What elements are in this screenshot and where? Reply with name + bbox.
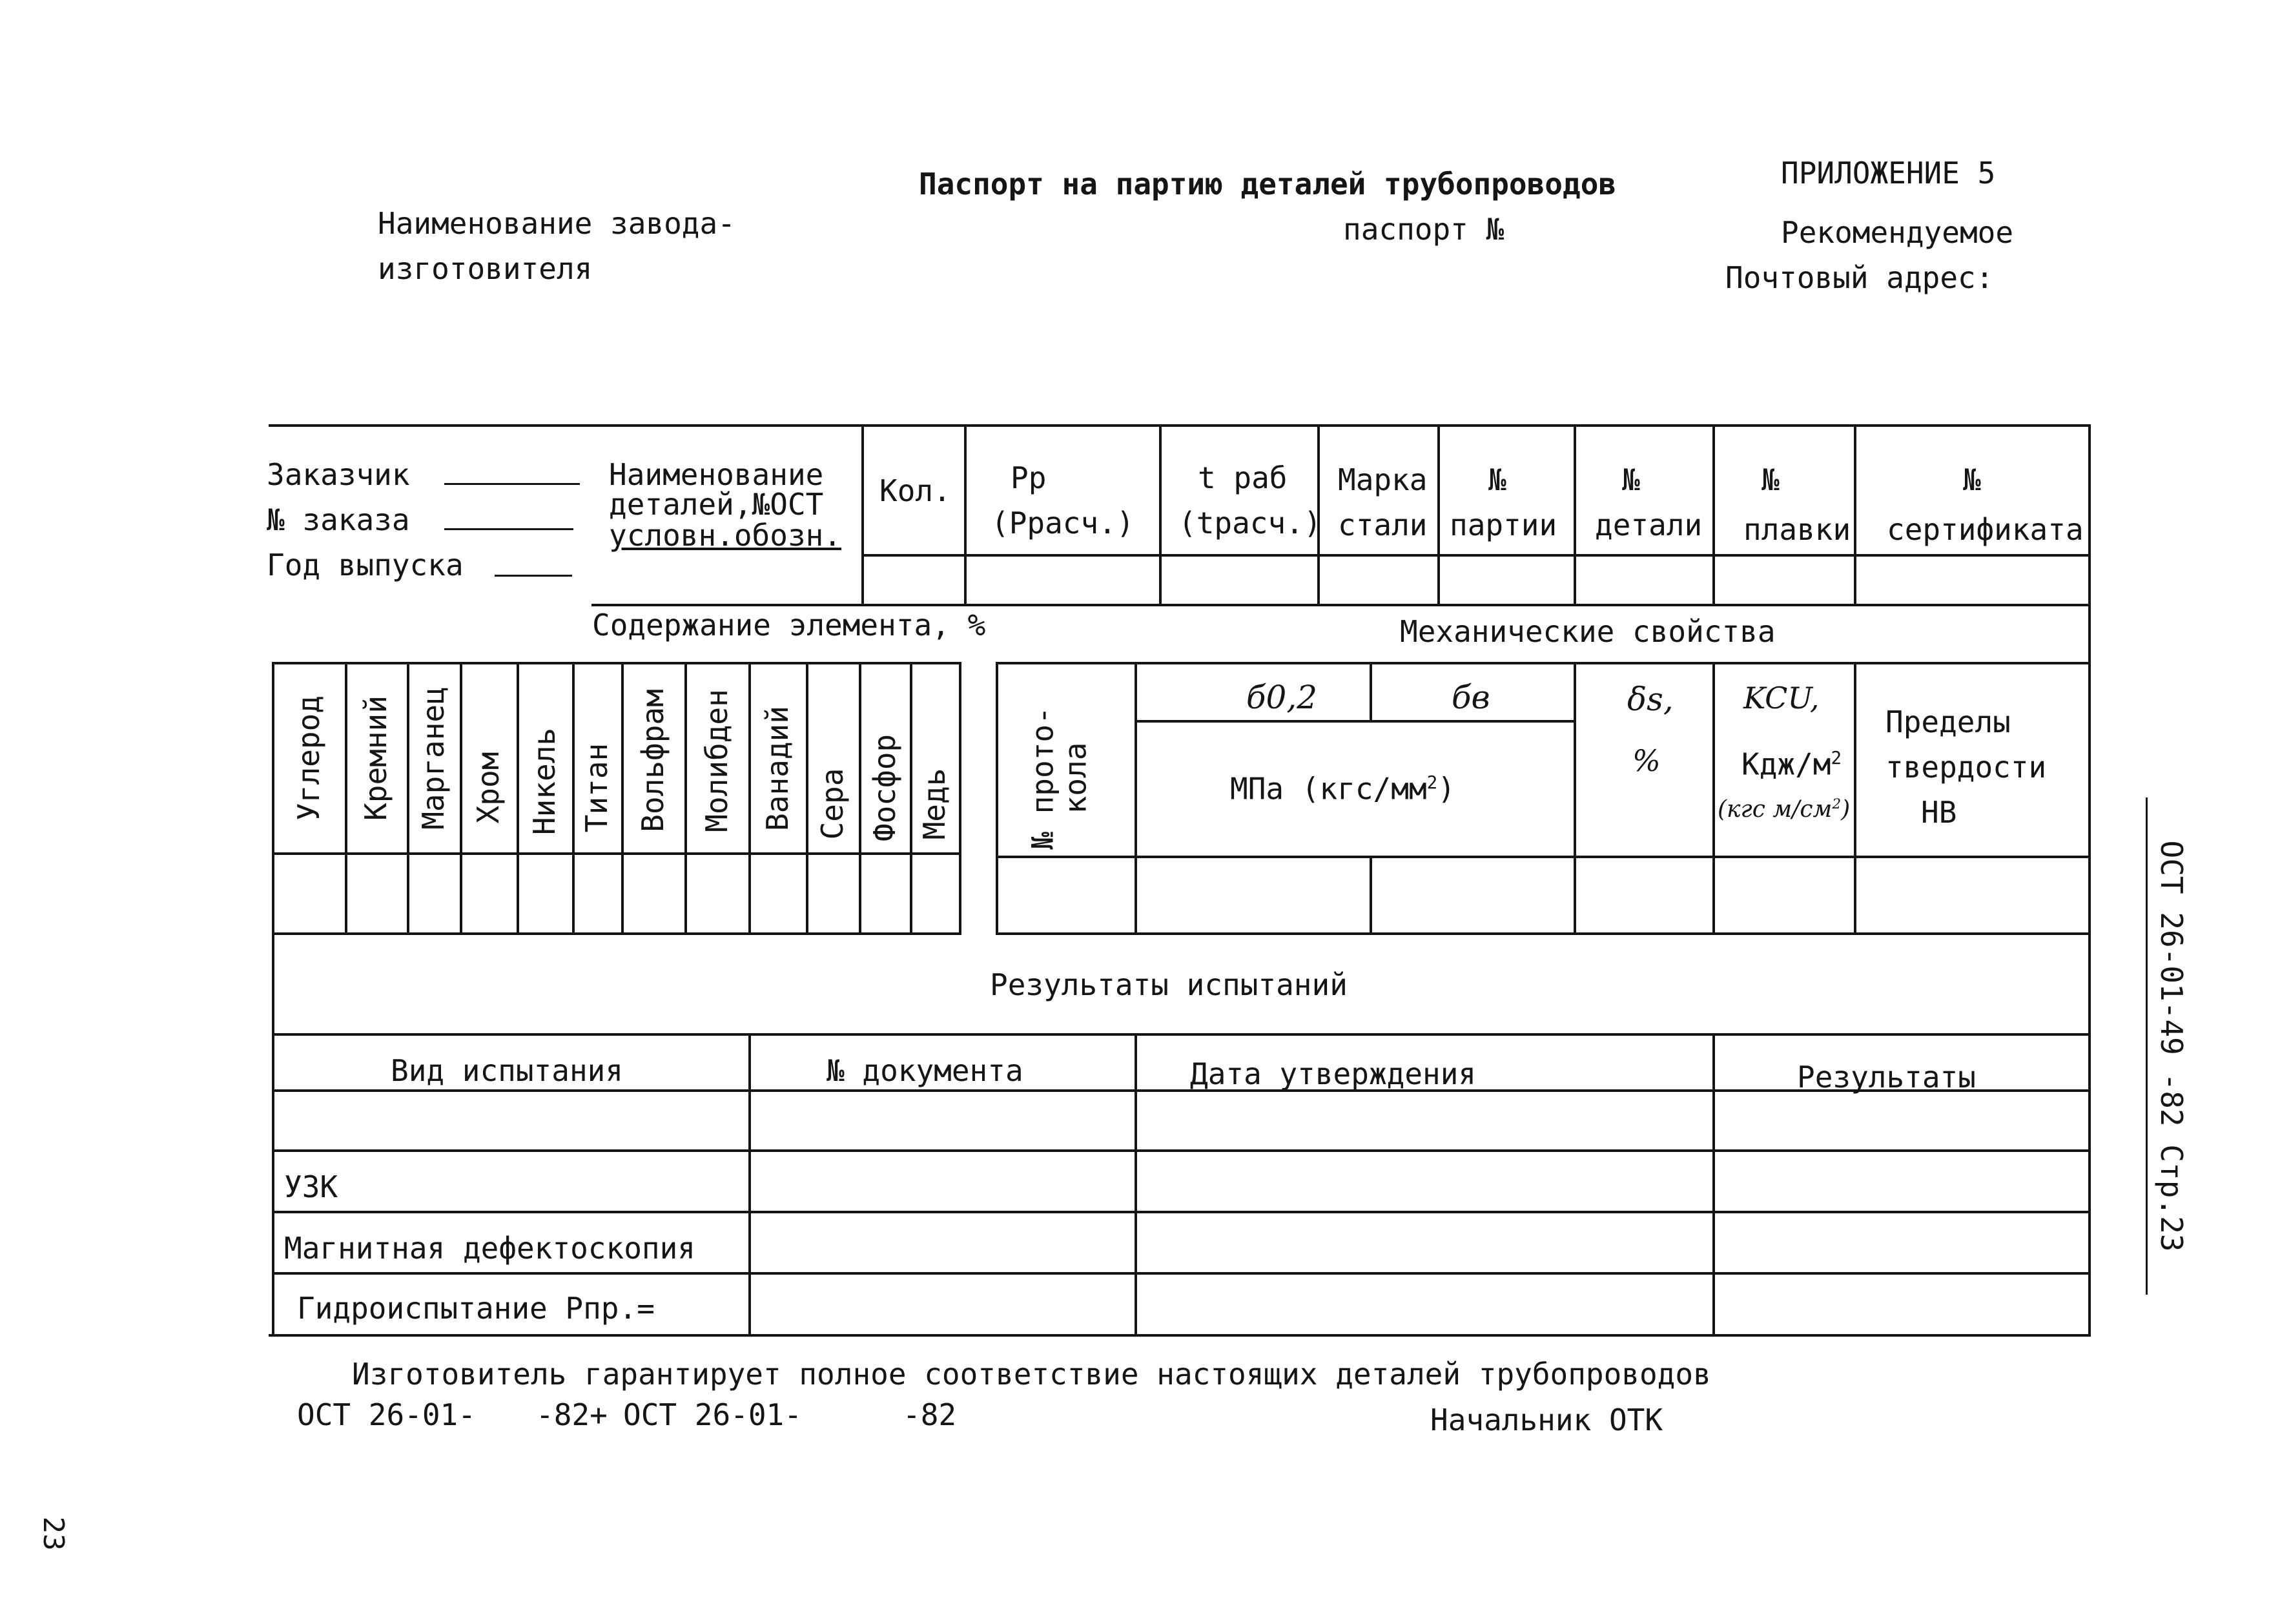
- ost-reference-1: ОСТ 26-01-: [297, 1397, 476, 1432]
- hardness-header-3: НВ: [1921, 795, 1957, 830]
- element-tungsten: Вольфрам: [635, 689, 670, 832]
- element-molybdenum: Молибден: [699, 689, 734, 832]
- side-stamp: ОСТ 26-01-49 -82 Стр.23: [2154, 840, 2189, 1252]
- parts-name-label-3: условн.обозн.: [609, 518, 842, 553]
- strength-units: МПа $(кгс/мм^2)$: [1230, 771, 1455, 807]
- factory-name-label-2: изготовителя: [378, 251, 593, 286]
- manufacturer-guarantee: Изготовитель гарантирует полное соответствие настоящих деталей трубопроводов: [352, 1357, 1711, 1392]
- melt-no-header: №: [1761, 462, 1780, 497]
- test-type-header: Вид испытания: [391, 1053, 624, 1088]
- yield-strength-header: б0,2: [1246, 679, 1318, 716]
- hardness-header-2: твердости: [1885, 750, 2047, 785]
- batch-header: партии: [1450, 508, 1557, 542]
- pressure-calc-header: (Ррасч.): [991, 506, 1135, 540]
- steel-grade-header-2: стали: [1338, 508, 1428, 542]
- document-title: Паспорт на партию деталей трубопроводов: [919, 167, 1617, 201]
- elongation-unit: %: [1632, 743, 1661, 778]
- document-number-header: № документа: [827, 1053, 1023, 1088]
- protocol-number-header: № прото- кола: [1025, 706, 1093, 850]
- element-phosphorus: Фосфор: [867, 734, 902, 842]
- melt-header: плавки: [1743, 512, 1851, 547]
- test-magnetic: Магнитная дефектоскопия: [284, 1231, 695, 1266]
- postal-address-label: Почтовый адрес:: [1725, 260, 1994, 295]
- hardness-header: Пределы: [1885, 704, 2011, 739]
- test-hydro: Гидроиспытание Рпр.=: [297, 1291, 655, 1326]
- customer-underline: [444, 483, 580, 485]
- mechanical-properties-title: Механические свойства: [1400, 614, 1776, 649]
- quantity-header: Кол.: [879, 473, 951, 508]
- parts-name-label: Наименование: [609, 457, 824, 492]
- element-nickel: Никель: [527, 727, 562, 836]
- steel-grade-header: Марка: [1338, 462, 1428, 497]
- element-copper: Медь: [917, 768, 952, 840]
- order-underline: [444, 528, 573, 530]
- element-chromium: Хром: [471, 752, 506, 824]
- element-titanium: Титан: [579, 743, 614, 833]
- page-number: 23: [37, 1516, 70, 1551]
- element-vanadium: Ванадий: [760, 706, 795, 831]
- parts-name-label-2: деталей,№ОСТ: [609, 487, 824, 522]
- tensile-strength-header: бв: [1452, 679, 1490, 716]
- ost-reference-2-suffix: -82: [903, 1397, 957, 1432]
- certificate-header: сертификата: [1887, 512, 2084, 547]
- elongation-header: δs,: [1627, 681, 1674, 718]
- test-ultrasonic: УЗК: [284, 1169, 338, 1204]
- factory-name-label: Наименование завода-: [378, 206, 735, 241]
- appendix-label: ПРИЛОЖЕНИЕ 5: [1781, 156, 1996, 190]
- order-number-label: № заказа: [267, 502, 410, 537]
- impact-strength-units: Кдж/$м^2$: [1741, 746, 1842, 782]
- test-results-title: Результаты испытаний: [990, 967, 1348, 1002]
- batch-no-header: №: [1488, 462, 1506, 497]
- ost-reference-2: ОСТ 26-01-: [623, 1397, 802, 1432]
- certificate-no-header: №: [1963, 462, 1981, 497]
- temperature-header: t раб: [1198, 460, 1288, 495]
- element-silicon: Кремний: [358, 695, 393, 821]
- recommended-label: Рекомендуемое: [1781, 215, 2014, 250]
- element-manganese: Марганец: [416, 686, 451, 830]
- composition-title: Содержание элемента, %: [592, 608, 986, 642]
- results-header: Результаты: [1797, 1060, 1976, 1095]
- impact-strength-alt-units: (кгс $м/см^2$): [1718, 796, 1851, 823]
- part-header: детали: [1595, 508, 1703, 542]
- customer-label: Заказчик: [267, 457, 410, 492]
- year-underline: [495, 575, 572, 577]
- ost-reference-1-suffix: -82+: [536, 1397, 608, 1432]
- impact-strength-header: KCU,: [1743, 681, 1820, 715]
- part-no-header: №: [1622, 462, 1640, 497]
- element-carbon: Углерод: [291, 695, 326, 821]
- temperature-calc-header: (tрасч.): [1178, 506, 1322, 540]
- release-year-label: Год выпуска: [267, 548, 464, 582]
- element-sulfur: Сера: [815, 768, 850, 840]
- otk-head-label: Начальник ОТК: [1430, 1403, 1663, 1437]
- passport-number-label: паспорт №: [1343, 212, 1505, 247]
- pressure-header: Рр: [1011, 460, 1047, 495]
- approval-date-header: Дата утверждения: [1190, 1056, 1477, 1091]
